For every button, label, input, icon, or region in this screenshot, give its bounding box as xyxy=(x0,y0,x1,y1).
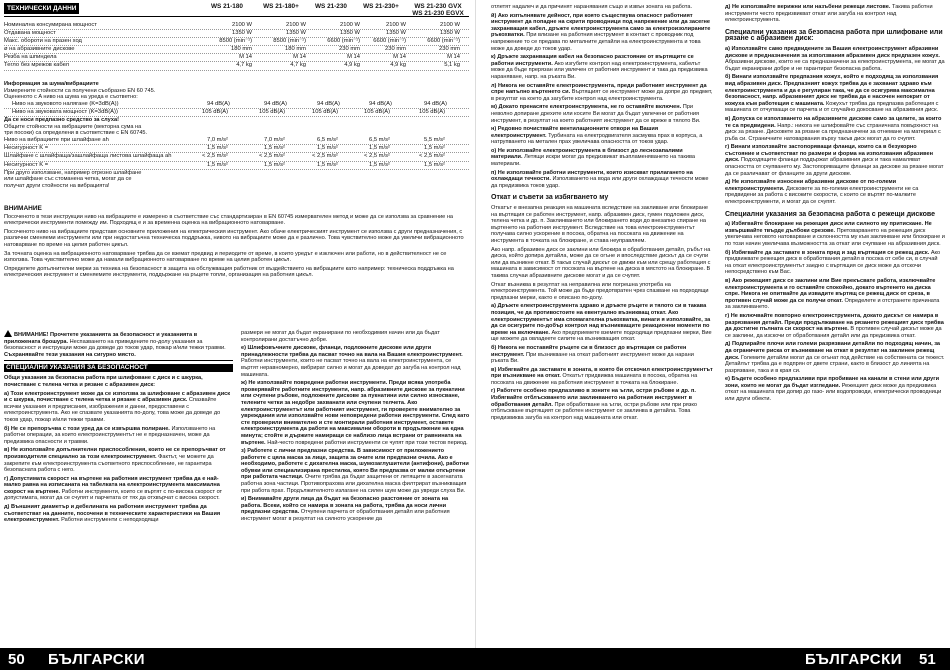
item-text: Откатът придвижва машината в посока, обратна на посоката на движение на работния инструмент в точката на блокиране. xyxy=(491,373,698,386)
warning-title: ВНИМАНИЕ! Прочетете указанията за безопасност и указанията в приложената брошура. xyxy=(4,332,198,345)
right-page xyxy=(475,0,950,670)
spec-table-row xyxy=(4,38,469,46)
vib-line: три посоки) са определени в съответствие с EN 60745. xyxy=(4,130,148,137)
spec-table-row xyxy=(4,30,469,38)
cell: 94 dB(A) xyxy=(207,100,230,107)
page-number: 50 xyxy=(8,651,25,668)
item-text: Големите детайли могат да се огънат под действие на собствената си тежест. Детайлът трябва да е подпрян от двете страни, както в близост до линията на разрязване, така и в края си. xyxy=(725,354,945,374)
vib-line: получат други стойности на вибрацията! xyxy=(4,182,110,189)
cell: < 2,5 m/s² xyxy=(419,153,445,160)
cutting-heading: Специални указания за безопасна работа с режещи дискове xyxy=(725,210,936,218)
vibration-row xyxy=(4,162,469,170)
item-text: При влизане на работния инструмент в контакт с проводник под напрежение то се предава по металните детайли на електроинструмента и това може да доведе до токов удар. xyxy=(491,32,701,52)
item-bold: б) Избягвайте да заставате в зоната пред и зад въртящия се режещ диск. xyxy=(725,249,930,256)
cell: 5,1 kg xyxy=(444,62,460,69)
item-text: Използването на вода или други охлаждащи течности може да предизвика токов удар. xyxy=(491,176,709,189)
cell: 1,5 m/s² xyxy=(369,145,390,152)
row-label: Ниво на звуковото налягане (K=3dB(A)) xyxy=(12,100,119,107)
notice-paragraph: Посоченото ниво на вибрациите представя основните приложения на електрическия инструмент. Ако обаче електрическият инструмент се използва с други предназначения, с различни сменяеми инструменти или при недостатъчна техническа поддръжка, нивото на вибрациите може да е различно. Това чувствително може да увеличи вибрационното натоварване по време на целия работен цикъл. xyxy=(4,228,464,248)
item-bold: в) Не използвайте допълнителни приспособления, които не се препоръчват от производителя специално за този електроинструмент. xyxy=(4,447,226,460)
cell: M 14 xyxy=(239,54,252,61)
item-text: Кожухът трябва да предпазва работещия с машината от отчупващи се парчета и от случайно докосване на абразивния диск. xyxy=(725,100,939,114)
left-footer xyxy=(0,648,475,670)
item-text: Определете и отстранете причината за заклинването. xyxy=(725,297,940,311)
cell: 1,5 m/s² xyxy=(264,161,285,168)
spec-table-header xyxy=(4,3,469,17)
cell: 8500 (min⁻¹) xyxy=(219,38,252,45)
item-text: Най-често повредени работни инструменти се чупят при този тестов период. xyxy=(267,439,468,446)
item-bold: в) Избягвайте да заставате в зоната, в която би отскочил електроинструментът при възникване на откат. xyxy=(491,366,713,380)
spec-column-header: WS 21-230 xyxy=(315,3,347,10)
notice-paragraph: Посоченото в тези инструкции ниво на вибрациите е измерено в съответствие със стандартизиран в EN 60745 измервателен метод и може да се използва за сравнение на електрически инструменти помежду им. Подходящ е и за временна оценка на вибрационното натоварване. xyxy=(4,213,454,227)
cell: 6600 (min⁻¹) xyxy=(427,38,460,45)
item-text: Очите трябва да бъдат защитени от летящите в засегнатата работна зона частици. Противопрахова или дихателна маска филтрират възникващия при работа прах. Продължителното излагане на силен шум може да увреди слуха Ви. xyxy=(241,474,467,494)
row-label: Отдавана мощност xyxy=(4,30,56,37)
cell: 230 mm xyxy=(339,46,360,53)
notice-paragraph: Определете допълнителни мерки за техника на безопасност в защита на обслужващия работник от въздействието на вибрациите като например: техническа поддръжка на електрическия инструмент и сменяемите инструменти, поддържане на ръцете топли, организация на работния цикъл. xyxy=(4,265,454,279)
cell: 1,5 m/s² xyxy=(424,161,445,168)
cell: 1,5 m/s² xyxy=(207,145,228,152)
item-bold: и) Внимавайте други лица да бъдат на безопасно разстояние от зоната на работа. Всеки, който се намира в зоната на работа, трябва да носи лични предпазни средства. xyxy=(241,496,449,516)
cell: 1350 W xyxy=(232,30,252,37)
left-column-2 xyxy=(241,330,470,525)
noise-line: Измерените стойности са получени съобразно EN 60 745. xyxy=(4,87,156,94)
cell: 180 mm xyxy=(231,46,252,53)
cell: M 14 xyxy=(293,54,306,61)
noise-vibration-info xyxy=(4,81,469,189)
item-text: Режещият диск може да предизвика откат на машината при допир до газо- или водопроводи, електрически проводници или други обекти. xyxy=(725,382,942,403)
cell: M 14 xyxy=(393,54,406,61)
cell: 1,5 m/s² xyxy=(369,161,390,168)
row-label: Несигурност K = xyxy=(4,145,49,152)
row-label: Ниво на звуковата мощност (K=3dB(A)) xyxy=(12,108,118,115)
item-text: Работни инструменти, които не пасват точно на вала на електроинструмента, се въртят неравномерно, вибрират силно и могат да доведат до загуба на контрол над машината. xyxy=(241,358,461,378)
item-text: Претоварването на режещия диск увеличава неговото натоварване и склонността му към заклинване или блокиране и по този начин увеличава възможността за откат или счупване на абразивния диск. xyxy=(725,227,945,247)
cell: 230 mm xyxy=(385,46,406,53)
item-bold: а) Използвайте само предвидените за Вашия електроинструмент абразивни дискове и предназначения за използвания абразивен диск предпазен кожух. xyxy=(725,45,940,59)
item-text: При неволно допиране дрехите или косите Ви могат да бъдат увлечени от работния инструмент, в резултат на което работният инструмент да се вреже в тялото Ви. xyxy=(491,104,701,124)
cell: 6,5 m/s² xyxy=(317,136,338,143)
cell: 230 mm xyxy=(439,46,460,53)
spec-column-header: WS 21-180 xyxy=(211,3,243,10)
row-label: Ниво на вибрациите при шлайфане ah xyxy=(4,136,109,143)
right-footer xyxy=(475,648,950,670)
ear-protection-note: Да се носи предпазно средство за слуха! xyxy=(4,117,119,124)
warning-text: Неспазването на приведените по-долу указания за безопасност и инструкции може да доведе до токов удар, пожар и/или тежки травми. xyxy=(4,338,226,352)
item-text: Работни инструменти с неподходящи xyxy=(61,517,159,524)
item-text: размери не могат да бъдат екранирани по необходимия начин или да бъдат контролирани достатъчно добре. xyxy=(241,330,440,343)
item-text: Подходящите фланци поддържат абразивния диск и така намаляват опасността от счупването му. Застопоряващите фланци за дискове за рязане могат да се различават от фланците за други дискове. xyxy=(725,157,944,177)
item-bold: в) Ако режещият диск се заклини или Вие прекъсвате работа, изключвайте електроинструмента и го оставяйте спокойно, докато въртенето на диска спре. Никога не опитвайте да извадите въртящ се режещ диск от среза, в противен случай може да се получи откат. xyxy=(725,277,936,304)
item-bold: е) Бъдете особено предпазливи при пробиване на канали в стени или други зони, които не могат да бъдат изгледани. xyxy=(725,376,940,389)
cell: < 2,5 m/s² xyxy=(259,153,285,160)
cell: 1350 W xyxy=(440,30,460,37)
kickback-paragraph: Ако напр. абразивен диск се заклини или блокира в обработвания детайл, ръбът на диска, който допира детайла, може да се огъне и впоследствие дискът да се счупи или да възникне откат. В такъв случай дискът се движи към или срещу работещия с машината в зависимост от посоката на въртене на диска в мястото на блокиране. В такива случаи абразивните дискове могат и да се счупят. xyxy=(491,246,711,279)
item-text: Използването на работни операции, за които електроинструментът не е предназначен, може да предизвика опасности и травми. xyxy=(4,425,216,445)
page-number: 51 xyxy=(919,651,936,668)
cell: < 2,5 m/s² xyxy=(364,153,390,160)
spec-table-row xyxy=(4,46,469,54)
noise-line: Оцененото с A ниво на шума на уреда е съответно: xyxy=(4,94,138,101)
cell: 2100 W xyxy=(286,22,306,28)
cell: 94 dB(A) xyxy=(264,100,287,107)
row-label: Тегло без мрежов кабел xyxy=(4,62,70,69)
item-bold: г) Не включвайте повторно електроинструмента, докато дискът се намира в разрязвания детайл. Преди продължаване на рязането режещият диск трябва да достигне пълната си скорост на въртене. xyxy=(725,312,944,333)
cell: < 2,5 m/s² xyxy=(312,153,338,160)
kickback-paragraph: Откатът е внезапна реакция на машината вследствие на закливане или блокиране на въртящия се работен инструмент, напр. абразивен диск, гумен подложен диск, телена четка и др. п. Заклинването или блокирането води до внезапно спиране на въртенето на работния инструмент. Вследствие на това електроинструментът получава силно ускорение в посока, обратна на посоката на движение на инструмента в точката на блокиране, и става неуправляем. xyxy=(491,205,708,244)
right-column-2 xyxy=(725,4,945,405)
cell: 2100 W xyxy=(386,22,406,28)
notice-paragraph: За точната оценка на вибрационното натоварване трябва да се вземат предвид и периодите от време, в които уредът е изключен или работи, но в действителност не се използва. Това чувствително може да намали вибрационното натоварване по време на целия работен цикъл. xyxy=(4,250,447,264)
item-bold: б) Не се препоръчва с този уред да се извършва полиране. xyxy=(4,425,170,432)
cell: 7,0 m/s² xyxy=(207,136,228,143)
spec-column-header: WS 21-230+ xyxy=(363,3,399,10)
item-bold: б) Винаги използвайте предпазния кожух, който е подходящ за използвания вид абразивен диск. Предпазният кожух трябва да е захванат здраво към електроинструмента и да е регулиран така, че да се осигурява максимална безопасност, напр. абразивният диск не трябва да е насочен непокрит от кожуха към работещия с машината. xyxy=(725,74,939,107)
cell: 1350 W xyxy=(286,30,306,37)
spec-table-row xyxy=(4,22,469,30)
notice-heading: ВНИМАНИЕ xyxy=(4,205,42,212)
item-bold: л) Никога не оставяйте електроинструмента, преди работният инструмент да спре напълно въртенето си. xyxy=(491,82,707,96)
vibration-row xyxy=(4,137,469,145)
item-bold: в) Допуска се използването на абразивните дискове само за целите, за които те са предвидени. xyxy=(725,115,942,129)
cell: 2100 W xyxy=(340,22,360,28)
cell: 4,9 kg xyxy=(344,62,360,69)
noise-power-row xyxy=(4,109,469,117)
cell: 5,5 m/s² xyxy=(424,136,445,143)
section-heading: СПЕЦИАЛНИ УКАЗАНИЯ ЗА БЕЗОПАСНОСТ xyxy=(4,364,233,372)
cell: 105 dB(A) xyxy=(364,108,391,115)
item-text: При възникване на откат работният инструмент може да нарани ръката Ви. xyxy=(491,351,694,365)
left-column-1 xyxy=(4,330,233,526)
item-text: Напр.: никога не шлифовайте със страничната повърхност на диск за рязане. Дисковете за рязане са предназначени за отнемане на материал с ръба си. Страничните натоварвания върху такъв диск могат да го счупят. xyxy=(725,122,941,142)
vibration-row xyxy=(4,153,469,161)
item-text: Отчупени парчета от обработвания детайл или работния инструмент могат в резултат на силното ускорение да xyxy=(241,509,450,523)
item-bold: а) Този електроинструмент може да се използва за шлифоване с абразивен диск и с шкурка, почистване с телена четка и рязане с абразивен диск. xyxy=(4,390,231,404)
cell: 94 dB(A) xyxy=(317,100,340,107)
kickback-paragraph: Откат възниква в резултат на неправилна или погрешна употреба на електроинструмента. Той може да бъде предотвратен чрез спазване на подходящи предпазни мерки, както е описано по-долу. xyxy=(491,281,709,301)
kickback-heading: Откат и съвети за избягването му xyxy=(491,194,609,202)
spec-table-row xyxy=(4,62,469,70)
item-text: Ако изгубите контрол над електроинструмента, кабелът може да бъде прерязан или увлечен от работния инструмент и така да предизвика нараняване, напр. на ръката Ви. xyxy=(491,60,708,80)
cell: 4,7 kg xyxy=(290,62,306,69)
cell: 105 dB(A) xyxy=(419,108,446,115)
item-bold: а) Дръжте електроинструмента здраво и дръжте ръцете и тялото си в такава позиция, че да противостоите на евентуално възникващ откат. Ако електроинструментът има спомагателна ръкохватка, винаги я използвайте, за да си осигурите по-добър контрол над възникващите реакционни моменти по време на включване. xyxy=(491,303,711,336)
item-text: Такива работни инструменти често предизвикват откат или загуба на контрол над електроинструмента. xyxy=(725,4,933,24)
item-bold: д) Не използвайте верижни или назъбени режещи листове. xyxy=(725,4,891,10)
item-text: Летящи искри могат да предизвикат възпламеняването на такива материали. xyxy=(491,154,695,168)
item-text: Ако предприемете вземете подходящи предпазни мерки, Вие ще можете да овладеете силите на възникващия откат. xyxy=(491,329,712,343)
cell: 180 mm xyxy=(285,46,306,53)
row-label: Номинална консумирана мощност xyxy=(4,22,97,28)
item-bold: д) Не използвайте износени абразивни дискове от по-големи електроинструменти. xyxy=(725,179,897,192)
cell: M 14 xyxy=(347,54,360,61)
cell: 1,5 m/s² xyxy=(264,145,285,152)
row-label: ø на абразивните дискове xyxy=(4,46,75,53)
row-label: Шлайфане с шлайфаща/зашлайфаща листова шлайфаща ah xyxy=(4,153,172,160)
cell: 4,9 kg xyxy=(390,62,406,69)
spec-table-row xyxy=(4,54,469,62)
cell: 8500 (min⁻¹) xyxy=(273,38,306,45)
item-text: При обработване на ъгли, остри ръбове или при рязко отблъскване въртящият се работен инструмент се заклинва в детайла. Това предизвиква загуба на контрол над машината или откат. xyxy=(491,401,697,421)
cell: 4,7 kg xyxy=(236,62,252,69)
vib-line: или шлайфане със стоманена четка, могат да се xyxy=(4,176,132,183)
item-bold: к) Дръжте захранващия кабел на безопасно разстояние от въртящите се работни инструменти. xyxy=(491,54,694,67)
spec-column-header: WS 21-230 GVX WS 21-230 EGVX xyxy=(412,3,464,17)
item-bold: г) Винаги използвайте застопоряващи фланци, които са в безукорно състояние и съответстват по размери и форма на използвания абразивен диск. xyxy=(725,144,933,164)
cell: 94 dB(A) xyxy=(369,100,392,107)
cell: 105 dB(A) xyxy=(259,108,286,115)
cell: 94 dB(A) xyxy=(424,100,447,107)
item-bold: ж) Не използвайте повредени работни инструменти. Преди всяка употреба проверявайте работните инструменти, напр. абразивните дискове за пукнатини или счупени ръбове, подложните дискове за пукнатини или силно износване, телените четки за недобре захванати или счупени телчета. Ако електроинструментът или работният инструмент, ги проверете внимателно за увреждания или използвайте нови неповредени работни инструменти. След като сте проверили внимателно и сте монтирали работния инструмент, оставете електроинструмента да работи на максимални обороти в продължение на една минута; стойте и държите намиращи се наблизо лица встрани от равнината на въртене. xyxy=(241,380,470,446)
cell: 1350 W xyxy=(340,30,360,37)
vib-line: Общите стойности на вибрациите (векторна сума на xyxy=(4,123,142,130)
cell: 1,5 m/s² xyxy=(207,161,228,168)
warning-triangle-icon xyxy=(4,330,12,337)
cell: < 2,5 m/s² xyxy=(202,153,228,160)
row-label: Макс. обороти на празен ход xyxy=(4,38,82,45)
right-column-1 xyxy=(491,4,713,423)
cell: 6600 (min⁻¹) xyxy=(373,38,406,45)
item-text: Фактът, че можете да закрепите към електроинструмента съответното приспособление, не гарантира безопасната работа с него. xyxy=(4,453,214,474)
item-bold: з) Работете с лични предпазни средства. В зависимост от приложението работете с цяла маска за лице, защита за очите или предпазни очила. Ако е необходимо, работете с дихателна маска, шумозаглушители (антифони), работни обувки или специализирана престилка, която Ви предпазва от малки откъртени при работата частици. xyxy=(241,448,469,481)
cell: 2100 W xyxy=(440,22,460,28)
vib-line: При друго използване, например отрезно шлайфане xyxy=(4,169,142,176)
item-text: Въртящият се инструмент може да допре до предмет, в резултат на което да загубите контрол над електроинструмента. xyxy=(491,89,713,102)
item-bold: б) Никога не поставяйте ръцете си в близост до въртящия се работен инструмент. xyxy=(491,344,687,358)
item-text: Дисковете за по-големи електроинструменти не са предвидени за работа с високите скорости, с които се въртят по-малките електроинструменти, и могат да се счупят. xyxy=(725,185,919,206)
item-bold: о) Не използвайте електроинструмента в близост до леснозапалими материали. xyxy=(491,147,683,161)
item-bold: н) Редовно почиствайте вентилационните отвори на Вашия електроинструмент. xyxy=(491,126,659,139)
item-text: Работни инструменти, които се въртят с по-висока скорост от допустимата, могат да се счупят и парчетата от тях да отхвърчат с висока скорост. xyxy=(4,488,223,502)
noise-heading: Информация за шума/вибрациите xyxy=(4,81,99,87)
cell: 1350 W xyxy=(386,30,406,37)
spec-table-title: ТЕХНИЧЕСКИ ДАННИ xyxy=(4,3,79,14)
subsection-heading: Общи указания за безопасна работа при шлифоване с диск и с шкурка, почистване с телена четка и рязане с абразивен диск: xyxy=(4,375,203,388)
noise-pressure-row xyxy=(4,101,469,109)
item-text: Ако придвижвате режещия диск в обработвания детайл в посока от себе си, в случай на откат електроинструментът заедно с въртящия се диск може да отскочи непосредствено към Вас. xyxy=(725,249,941,276)
item-bold: й) Ако изпълнявате дейност, при която съществува опасност работният инструмент да попадне на скрити проводници под напрежение или да засегне захранващия кабел, дръжте електроинструмента само за електроизолираните ръкохватки. xyxy=(491,12,711,39)
item-text: Спазвайте всички указания и предписания, изображения и данни, предоставени с електроинструмента. Ако не спазвате указанията по-долу, това може да доведе до токов удар, пожар и/или тежки травми. xyxy=(4,397,221,423)
item-bold: г) Работете особено предпазливо в зоните на ъгли, остри ръбове и др. п. Избягвайте отблъскването или заклинването на работния инструмент в обработвания детайл. xyxy=(491,388,696,408)
item-bold: д) Подпирайте плочи или големи разрязвани детайли по подходящ начин, за да ограничите риска от възникване на откат в резултат на заклинен режещ диск. xyxy=(725,341,941,361)
cell: 105 dB(A) xyxy=(202,108,229,115)
item-text: отлетят надалеч и да причинят наранявания също и извън зоната на работа. xyxy=(491,4,693,10)
warning-keep: Съхранявайте тези указания на сигурно място. xyxy=(4,351,136,358)
item-text: Абразивни дискове, които не са предназначени за електроинструмента, не могат да бъдат екранирани добре и не гарантират безопасна работа. xyxy=(725,59,945,72)
cell: 7,0 m/s² xyxy=(264,136,285,143)
item-bold: д) Външният диаметър и дебелината на работния инструмент трябва да съответстват на данните, посочени в техническите характеристики на Вашия електроинструмент. xyxy=(4,504,221,524)
row-label: Несигурност K = xyxy=(4,161,49,168)
spec-column-header: WS 21-180+ xyxy=(263,3,299,10)
item-bold: м) Докато пренасяте електроинструмента, не го оставяйте включен. xyxy=(491,104,682,111)
item-bold: е) Шлифовъчните дискове, фланци, подложните дискове или други принадлежности трябва да пасват точно на вала на Вашия електроинструмент. xyxy=(241,345,463,358)
cell: 105 dB(A) xyxy=(312,108,339,115)
cell: 1,5 m/s² xyxy=(424,145,445,152)
cell: 6600 (min⁻¹) xyxy=(327,38,360,45)
item-bold: а) Избягвайте блокиране на режещия диск или силното му притискане. Не извършвайте твърде дълбоки срезове. xyxy=(725,221,932,234)
warning-box xyxy=(4,330,233,361)
grinding-heading: Специални указания за безопасна работа при шлифоване или рязане с абразивен диск: xyxy=(725,28,943,43)
item-bold: г) Допустимата скорост на въртене на работния инструмент трябва да е най-малко равна на изписаната на табелката на електроинструмента максимална скорост на въртене. xyxy=(4,475,220,495)
item-text: Турбината на електродвигателя засмуква прах в корпуса, а натрупването на метален прах увеличава опасността от токов удар. xyxy=(491,132,703,146)
row-label: Резба на шпиндела xyxy=(4,54,57,61)
spec-table-body xyxy=(4,22,469,71)
notice-section xyxy=(4,206,469,281)
item-text: В противен случай дискът може да се заклини, да изскочи от обработвания детайл или да предизвика откат. xyxy=(725,326,942,339)
language-label: БЪЛГАРСКИ xyxy=(805,651,903,668)
item-bold: п) Не използвайте работни инструменти, които изискват прилагането на охлаждащи течности. xyxy=(491,169,693,183)
cell: 1,5 m/s² xyxy=(317,161,338,168)
language-label: БЪЛГАРСКИ xyxy=(48,651,146,668)
cell: M 14 xyxy=(447,54,460,61)
cell: 1,5 m/s² xyxy=(317,145,338,152)
cell: 2100 W xyxy=(232,22,252,28)
cell: 6,5 m/s² xyxy=(369,136,390,143)
